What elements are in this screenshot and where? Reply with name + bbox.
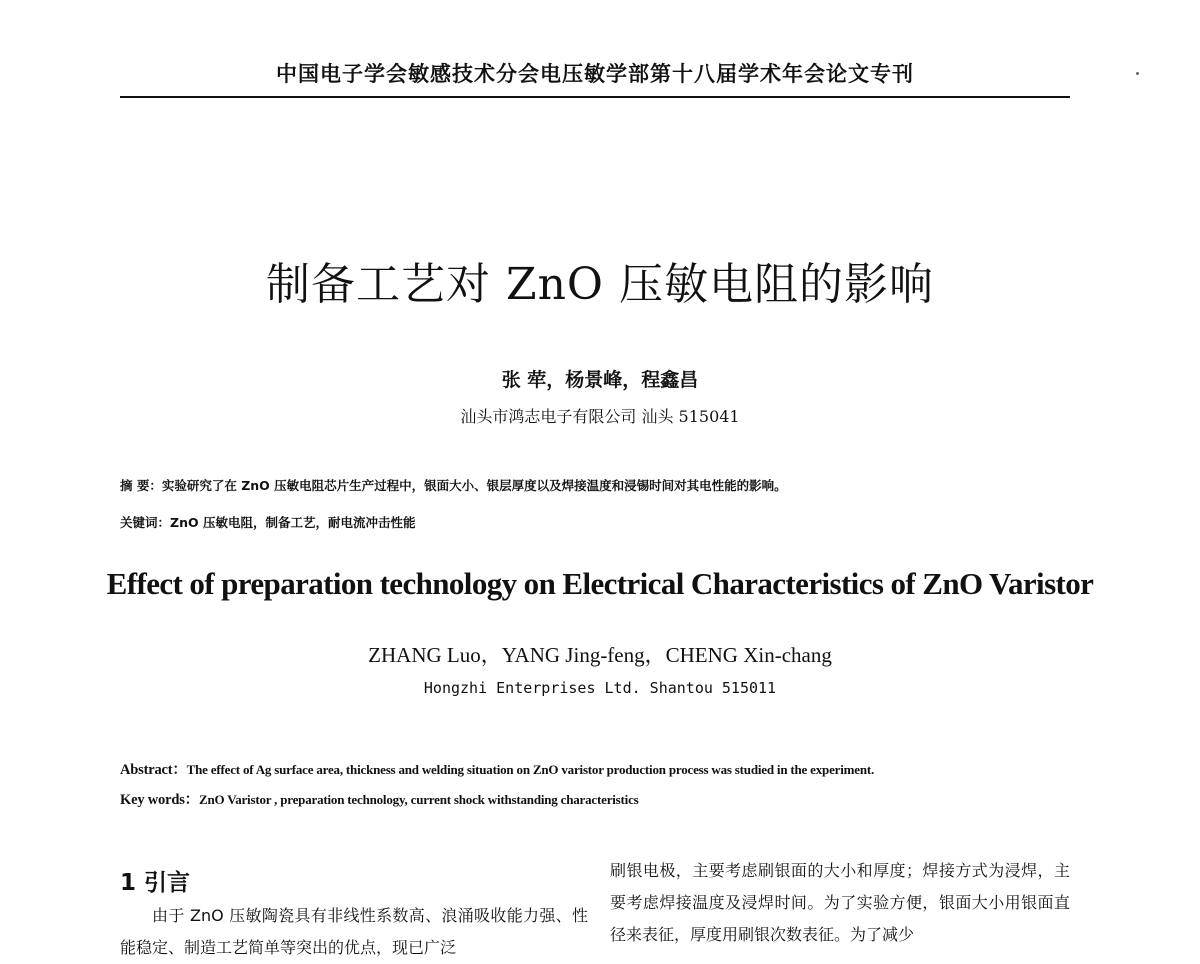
abstract-english [120,758,1100,779]
abstract-english-text: The effect of Ag surface area, thickness and welding situation on ZnO varistor production process was studied in the experiment. [186,762,875,777]
body-right-column: 刷银电极，主要考虑刷银面的大小和厚度；焊接方式为浸焊，主要考虑焊接温度及浸焊时间。为了实验方便，银面大小用银面直径来表征，厚度用刷银次数表征。为了减少 [610,861,1070,944]
abstract-english-label: Abstract： [120,762,187,778]
abstract-chinese-label: 摘 要： [120,478,162,493]
journal-header: 中国电子学会敏感技术分会电压敏学部第十八届学术年会论文专刊 [276,62,914,86]
affiliation-chinese: 汕头市鸿志电子有限公司 汕头 515041 [460,407,740,426]
header-rule [120,96,1070,98]
keywords-english-text: ZnO Varistor , preparation technology, current shock withstanding characteristics [198,792,639,807]
abstract-chinese [120,476,1080,494]
abstract-chinese-text: 实验研究了在 ZnO 压敏电阻芯片生产过程中，银面大小、银层厚度以及焊接温度和浸锡时间对其电性能的影响。 [161,478,787,493]
body-left-column: 由于 ZnO 压敏陶瓷具有非线性系数高、浪涌吸收能力强、性能稳定、制造工艺简单等突出的优点，现已广泛 [120,906,588,957]
keywords-chinese [120,513,1080,531]
authors-english: ZHANG Luo，YANG Jing-feng，CHENG Xin-chang [368,643,832,667]
scan-speck [1136,72,1139,75]
authors-chinese: 张 荦，杨景峰，程鑫昌 [501,369,699,391]
paper-title-english: Effect of preparation technology on Electrical Characteristics of ZnO Varistor [106,566,1094,601]
keywords-chinese-label: 关键词： [120,515,171,530]
paper-title-chinese: 制备工艺对 ZnO 压敏电阻的影响 [266,259,934,310]
affiliation-english: Hongzhi Enterprises Ltd. Shantou 515011 [423,679,777,697]
keywords-chinese-text: ZnO 压敏电阻，制备工艺，耐电流冲击性能 [170,515,416,530]
section-heading-introduction: 1 引言 [120,870,191,896]
keywords-english [120,788,1100,809]
keywords-english-label: Key words： [120,792,199,808]
